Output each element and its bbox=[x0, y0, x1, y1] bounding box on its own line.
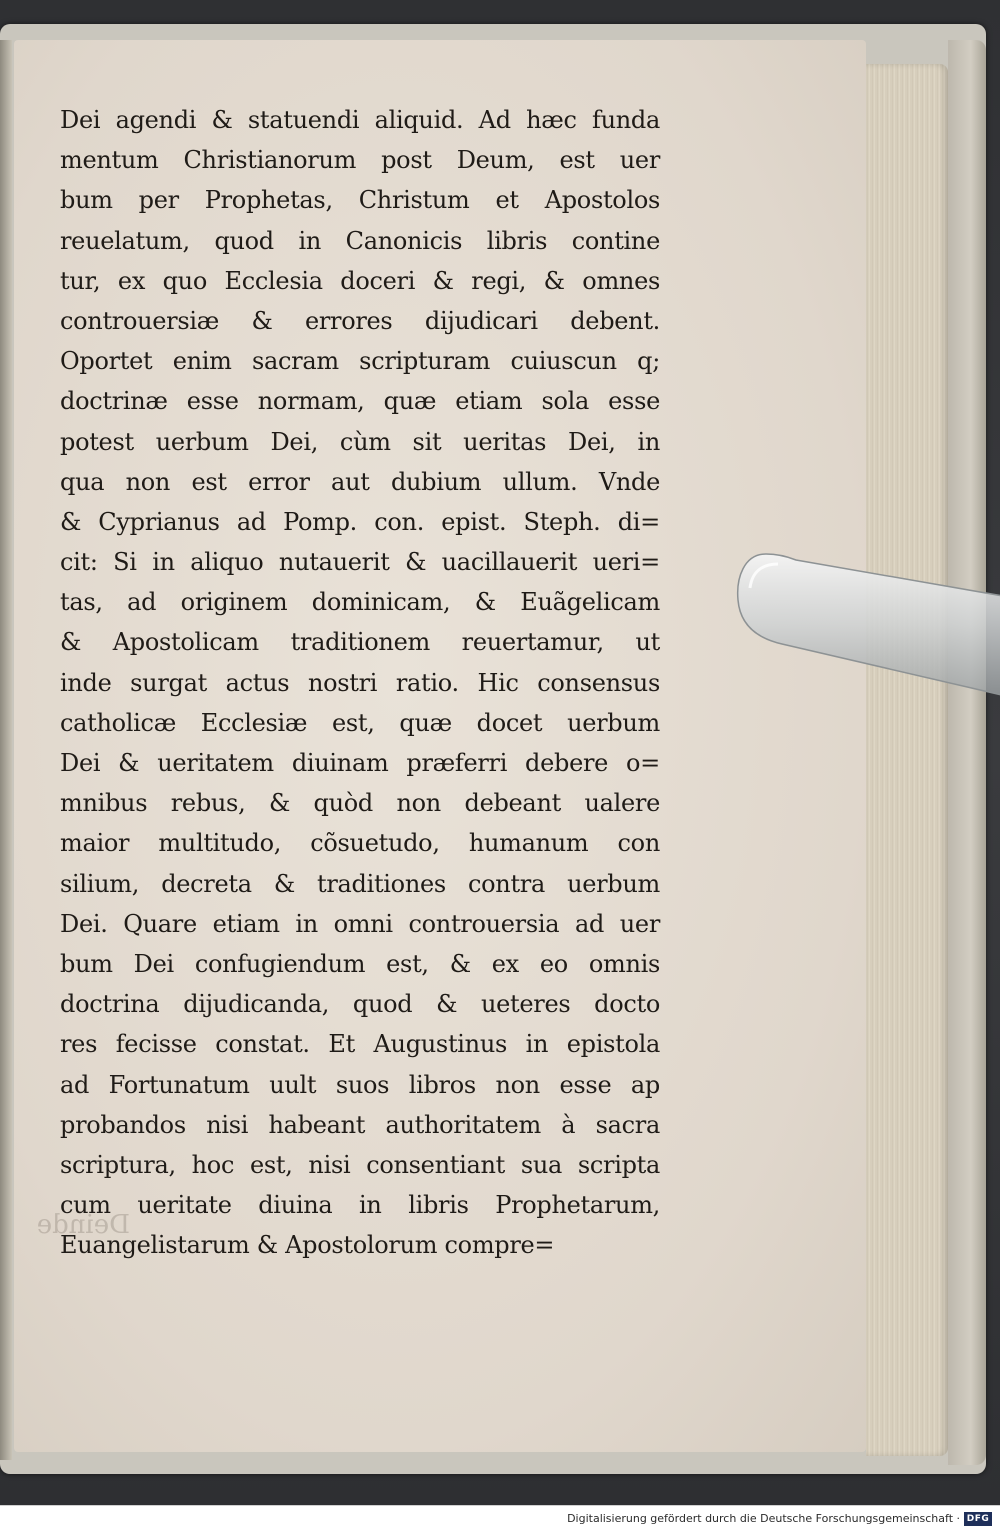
text-line: doctrina dijudicanda, quod & ueteres docto bbox=[60, 990, 660, 1019]
bone-folder-tool bbox=[736, 548, 1000, 698]
text-line: cum ueritate diuina in libris Prophetarum, bbox=[60, 1191, 660, 1220]
text-line: scriptura, hoc est, nisi consentiant sua scripta bbox=[60, 1150, 660, 1179]
text-line: Oportet enim sacram scripturam cuiuscun q; bbox=[60, 347, 660, 376]
text-line: tas, ad originem dominicam, & Euãgelicam bbox=[60, 588, 660, 617]
text-line: inde surgat actus nostri ratio. Hic consensus bbox=[60, 668, 660, 697]
text-line: qua non est error aut dubium ullum. Vnde bbox=[60, 467, 660, 496]
footer-bar bbox=[0, 1505, 1000, 1532]
dfg-logo: DFG bbox=[964, 1512, 992, 1526]
page-block-edges bbox=[866, 64, 948, 1456]
text-line: silium, decreta & traditiones contra uerbum bbox=[60, 869, 660, 898]
text-line: mentum Christianorum post Deum, est uer bbox=[60, 146, 660, 175]
text-line: & Apostolicam traditionem reuertamur, ut bbox=[60, 628, 660, 657]
text-line: reuelatum, quod in Canonicis libris contine bbox=[60, 226, 660, 255]
text-line: Dei agendi & statuendi aliquid. Ad hæc funda bbox=[60, 106, 660, 134]
text-line: Dei & ueritatem diuinam præferri debere o= bbox=[60, 749, 660, 777]
text-line: tur, ex quo Ecclesia doceri & regi, & omnes bbox=[60, 266, 660, 295]
text-line: bum Dei confugiendum est, & ex eo omnis bbox=[60, 949, 660, 978]
text-line: controuersiæ & errores dijudicari debent. bbox=[60, 306, 660, 335]
text-line: bum per Prophetas, Christum et Apostolos bbox=[60, 186, 660, 215]
text-line: doctrinæ esse normam, quæ etiam sola esse bbox=[60, 387, 660, 416]
text-line: mnibus rebus, & quòd non debeant ualere bbox=[60, 789, 660, 818]
text-line: potest uerbum Dei, cùm sit ueritas Dei, in bbox=[60, 427, 660, 456]
text-line: catholicæ Ecclesiæ est, quæ docet uerbum bbox=[60, 708, 660, 737]
text-line: probandos nisi habeant authoritatem à sacra bbox=[60, 1110, 660, 1139]
text-line: ad Fortunatum uult suos libros non esse ap bbox=[60, 1070, 660, 1099]
facing-page-edge bbox=[0, 40, 12, 1460]
text-line: cit: Si in aliquo nutauerit & uacillauerit ueri= bbox=[60, 548, 660, 577]
text-line: & Cyprianus ad Pomp. con. epist. Steph. di= bbox=[60, 507, 660, 536]
book-cover-right-edge bbox=[948, 40, 986, 1465]
bleed-through-catchword: Deinde bbox=[36, 1210, 130, 1240]
page-text-block bbox=[60, 100, 680, 1265]
text-line: res fecisse constat. Et Augustinus in epistola bbox=[60, 1030, 660, 1059]
text-line: maior multitudo, cõsuetudo, humanum con bbox=[60, 829, 660, 858]
text-line: Euangelistarum & Apostolorum compre= bbox=[60, 1231, 555, 1260]
footer-credit: Digitalisierung gefördert durch die Deutsche Forschungsgemeinschaft · bbox=[567, 1512, 960, 1525]
text-line: Dei. Quare etiam in omni controuersia ad uer bbox=[60, 909, 660, 938]
